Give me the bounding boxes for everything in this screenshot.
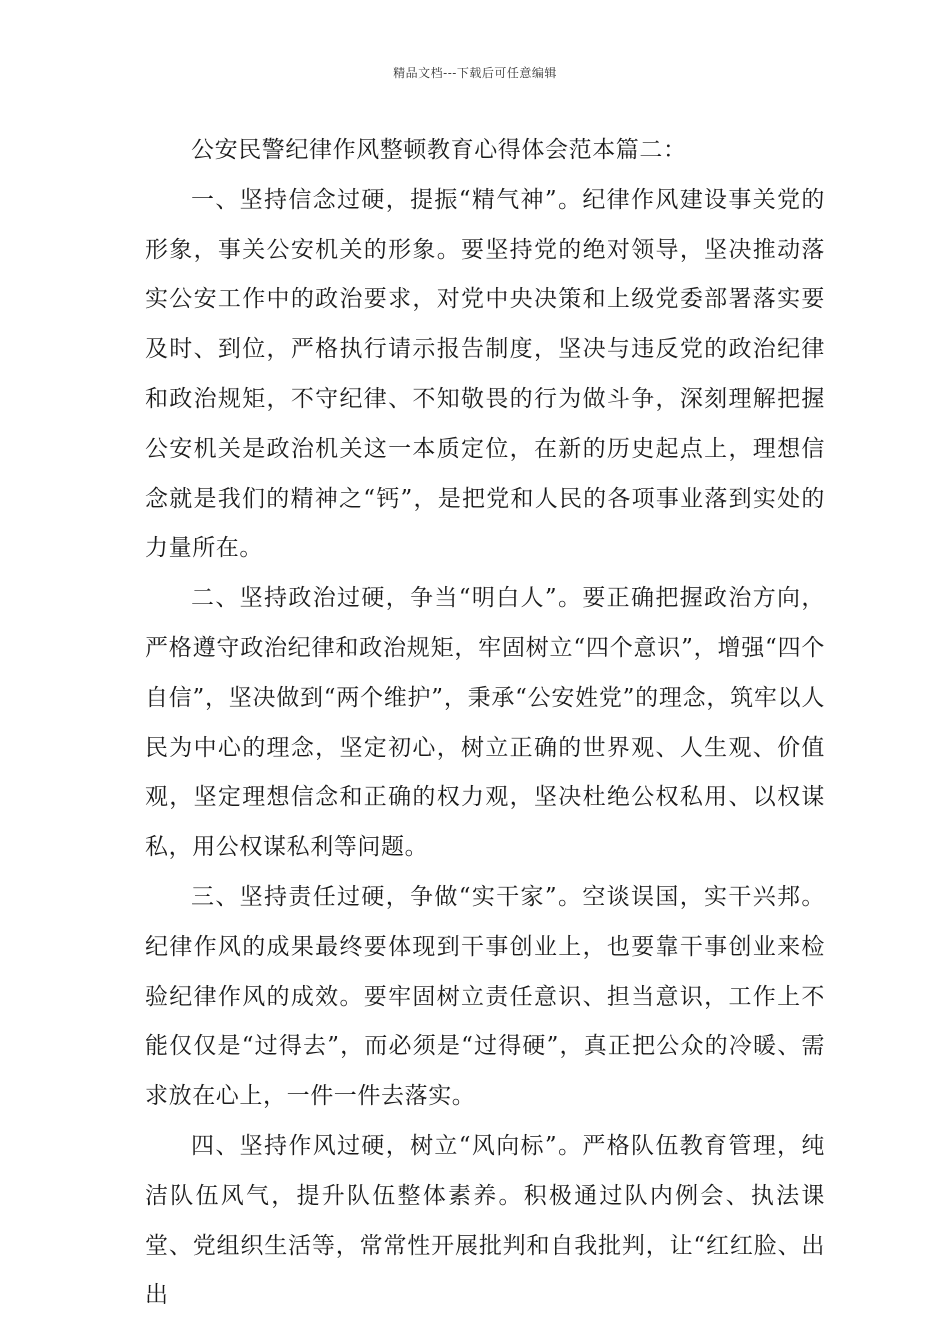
paragraph-2: 二、坚持政治过硬，争当“明白人”。要正确把握政治方向，严格遵守政治纪律和政治规矩，牢固树立“四个意识”，增强“四个自信”，坚决做到“两个维护”，秉承“公安姓党”的理念，筑牢以人民为中心的理念，坚定初心，树立正确的世界观、人生观、价值观，坚定理想信念和正确的权力观，坚决杜绝公权私用、以权谋私，用公权谋私利等问题。: [145, 585, 825, 861]
paragraph-3: 三、坚持责任过硬，争做“实干家”。空谈误国，实干兴邦。纪律作风的成果最终要体现到干事创业上，也要靠干事创业来检验纪律作风的成效。要牢固树立责任意识、担当意识，工作上不能仅仅是“过得去”，而必须是“过得硬”，真正把公众的冷暖、需求放在心上，一件一件去落实。: [145, 883, 825, 1110]
document-body: [145, 126, 825, 1321]
page-header: 精品文档---下载后可任意编辑: [393, 66, 557, 80]
paragraph-1: 一、坚持信念过硬，提振“精气神”。纪律作风建设事关党的形象，事关公安机关的形象。要坚持党的绝对领导，坚决推动落实公安工作中的政治要求，对党中央决策和上级党委部署落实要及时、到位，严格执行请示报告制度，坚决与违反党的政治纪律和政治规矩，不守纪律、不知敬畏的行为做斗争，深刻理解把握公安机关是政治机关这一本质定位，在新的历史起点上，理想信念就是我们的精神之“钙”，是把党和人民的各项事业落到实处的力量所在。: [145, 186, 825, 562]
document-title: 公安民警纪律作风整顿教育心得体会范本篇二：: [191, 137, 687, 163]
paragraph-4: 四、坚持作风过硬，树立“风向标”。严格队伍教育管理，纯洁队伍风气，提升队伍整体素养。积极通过队内例会、执法课堂、党组织生活等，常常性开展批判和自我批判，让“红红脸、出出: [145, 1132, 825, 1309]
